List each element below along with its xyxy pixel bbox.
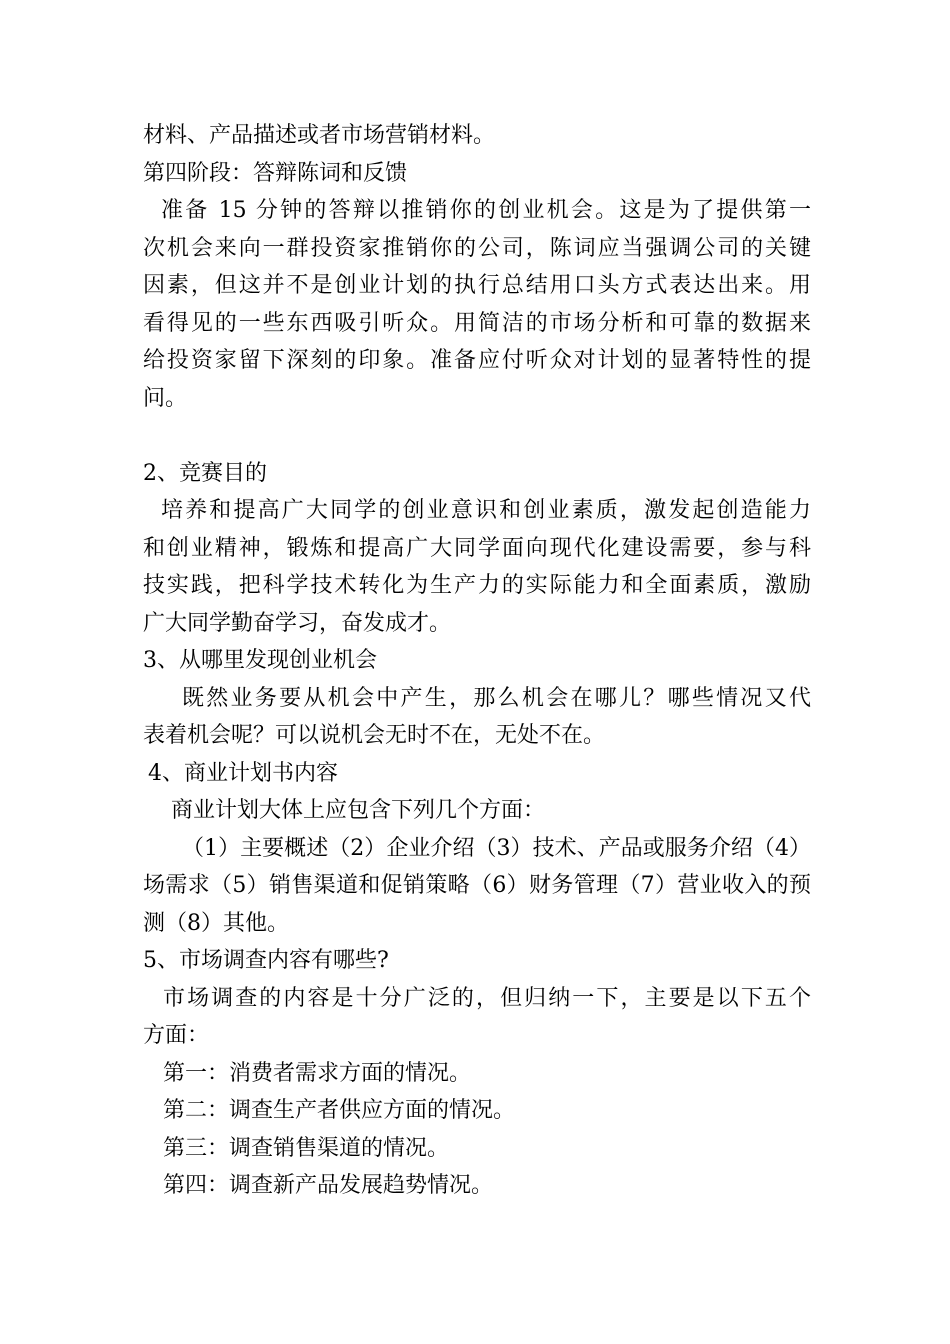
blank-line — [143, 417, 811, 455]
section-2-line: 和创业精神，锻炼和提高广大同学面向现代化建设需要，参与科 — [143, 535, 811, 561]
list-item: 第三：调查销售渠道的情况。 — [163, 1135, 450, 1161]
section-5-line: 方面： — [143, 1023, 210, 1048]
section-2-line: 培养和提高广大同学的创业意识和创业素质，激发起创造能力 — [161, 498, 811, 523]
stage4-heading: 第四阶段：答辩陈词和反馈 — [143, 160, 408, 186]
section-2-line: 广大同学勤奋学习，奋发成才。 — [143, 610, 452, 636]
stage4-line: 给投资家留下深刻的印象。准备应付听众对计划的显著特性的提 — [143, 348, 811, 373]
stage4-line: 因素，但这并不是创业计划的执行总结用口头方式表达出来。用 — [143, 273, 811, 298]
section-4-heading: 4、商业计划书内容 — [148, 760, 338, 786]
stage4-line: 看得见的一些东西吸引听众。用简洁的市场分析和可靠的数据来 — [143, 310, 811, 336]
section-3-heading: 3、从哪里发现创业机会 — [143, 648, 377, 673]
stage4-line: 问。 — [143, 385, 188, 411]
section-5-heading: 5、市场调查内容有哪些? — [143, 948, 389, 973]
section-5-line: 市场调查的内容是十分广泛的，但归纳一下，主要是以下五个 — [163, 985, 811, 1011]
list-item: 第四：调查新产品发展趋势情况。 — [163, 1173, 494, 1198]
section-3-line: 表着机会呢？可以说机会无时不在，无处不在。 — [143, 723, 606, 748]
section-4-line: 场需求（5）销售渠道和促销策略（6）财务管理（7）营业收入的预 — [143, 873, 811, 898]
section-2-heading: 2、竞赛目的 — [143, 460, 267, 486]
section-4-line: 测（8）其他。 — [143, 910, 289, 936]
list-item: 第二：调查生产者供应方面的情况。 — [163, 1098, 516, 1123]
stage4-line: 次机会来向一群投资家推销你的公司，陈词应当强调公司的关键 — [143, 235, 811, 261]
paragraph-continuation: 材料、产品描述或者市场营销材料。 — [143, 123, 496, 148]
stage4-line: 准备 15 分钟的答辩以推销你的创业机会。这是为了提供第一 — [161, 198, 811, 223]
section-3-line: 既然业务要从机会中产生，那么机会在哪儿？哪些情况又代 — [182, 685, 811, 711]
document-body — [143, 117, 811, 1205]
section-2-line: 技实践，把科学技术转化为生产力的实际能力和全面素质，激励 — [143, 573, 811, 598]
section-4-line: （1）主要概述（2）企业介绍（3）技术、产品或服务介绍（4） — [182, 835, 811, 861]
section-4-intro: 商业计划大体上应包含下列几个方面： — [171, 798, 546, 823]
list-item: 第一：消费者需求方面的情况。 — [163, 1060, 472, 1086]
